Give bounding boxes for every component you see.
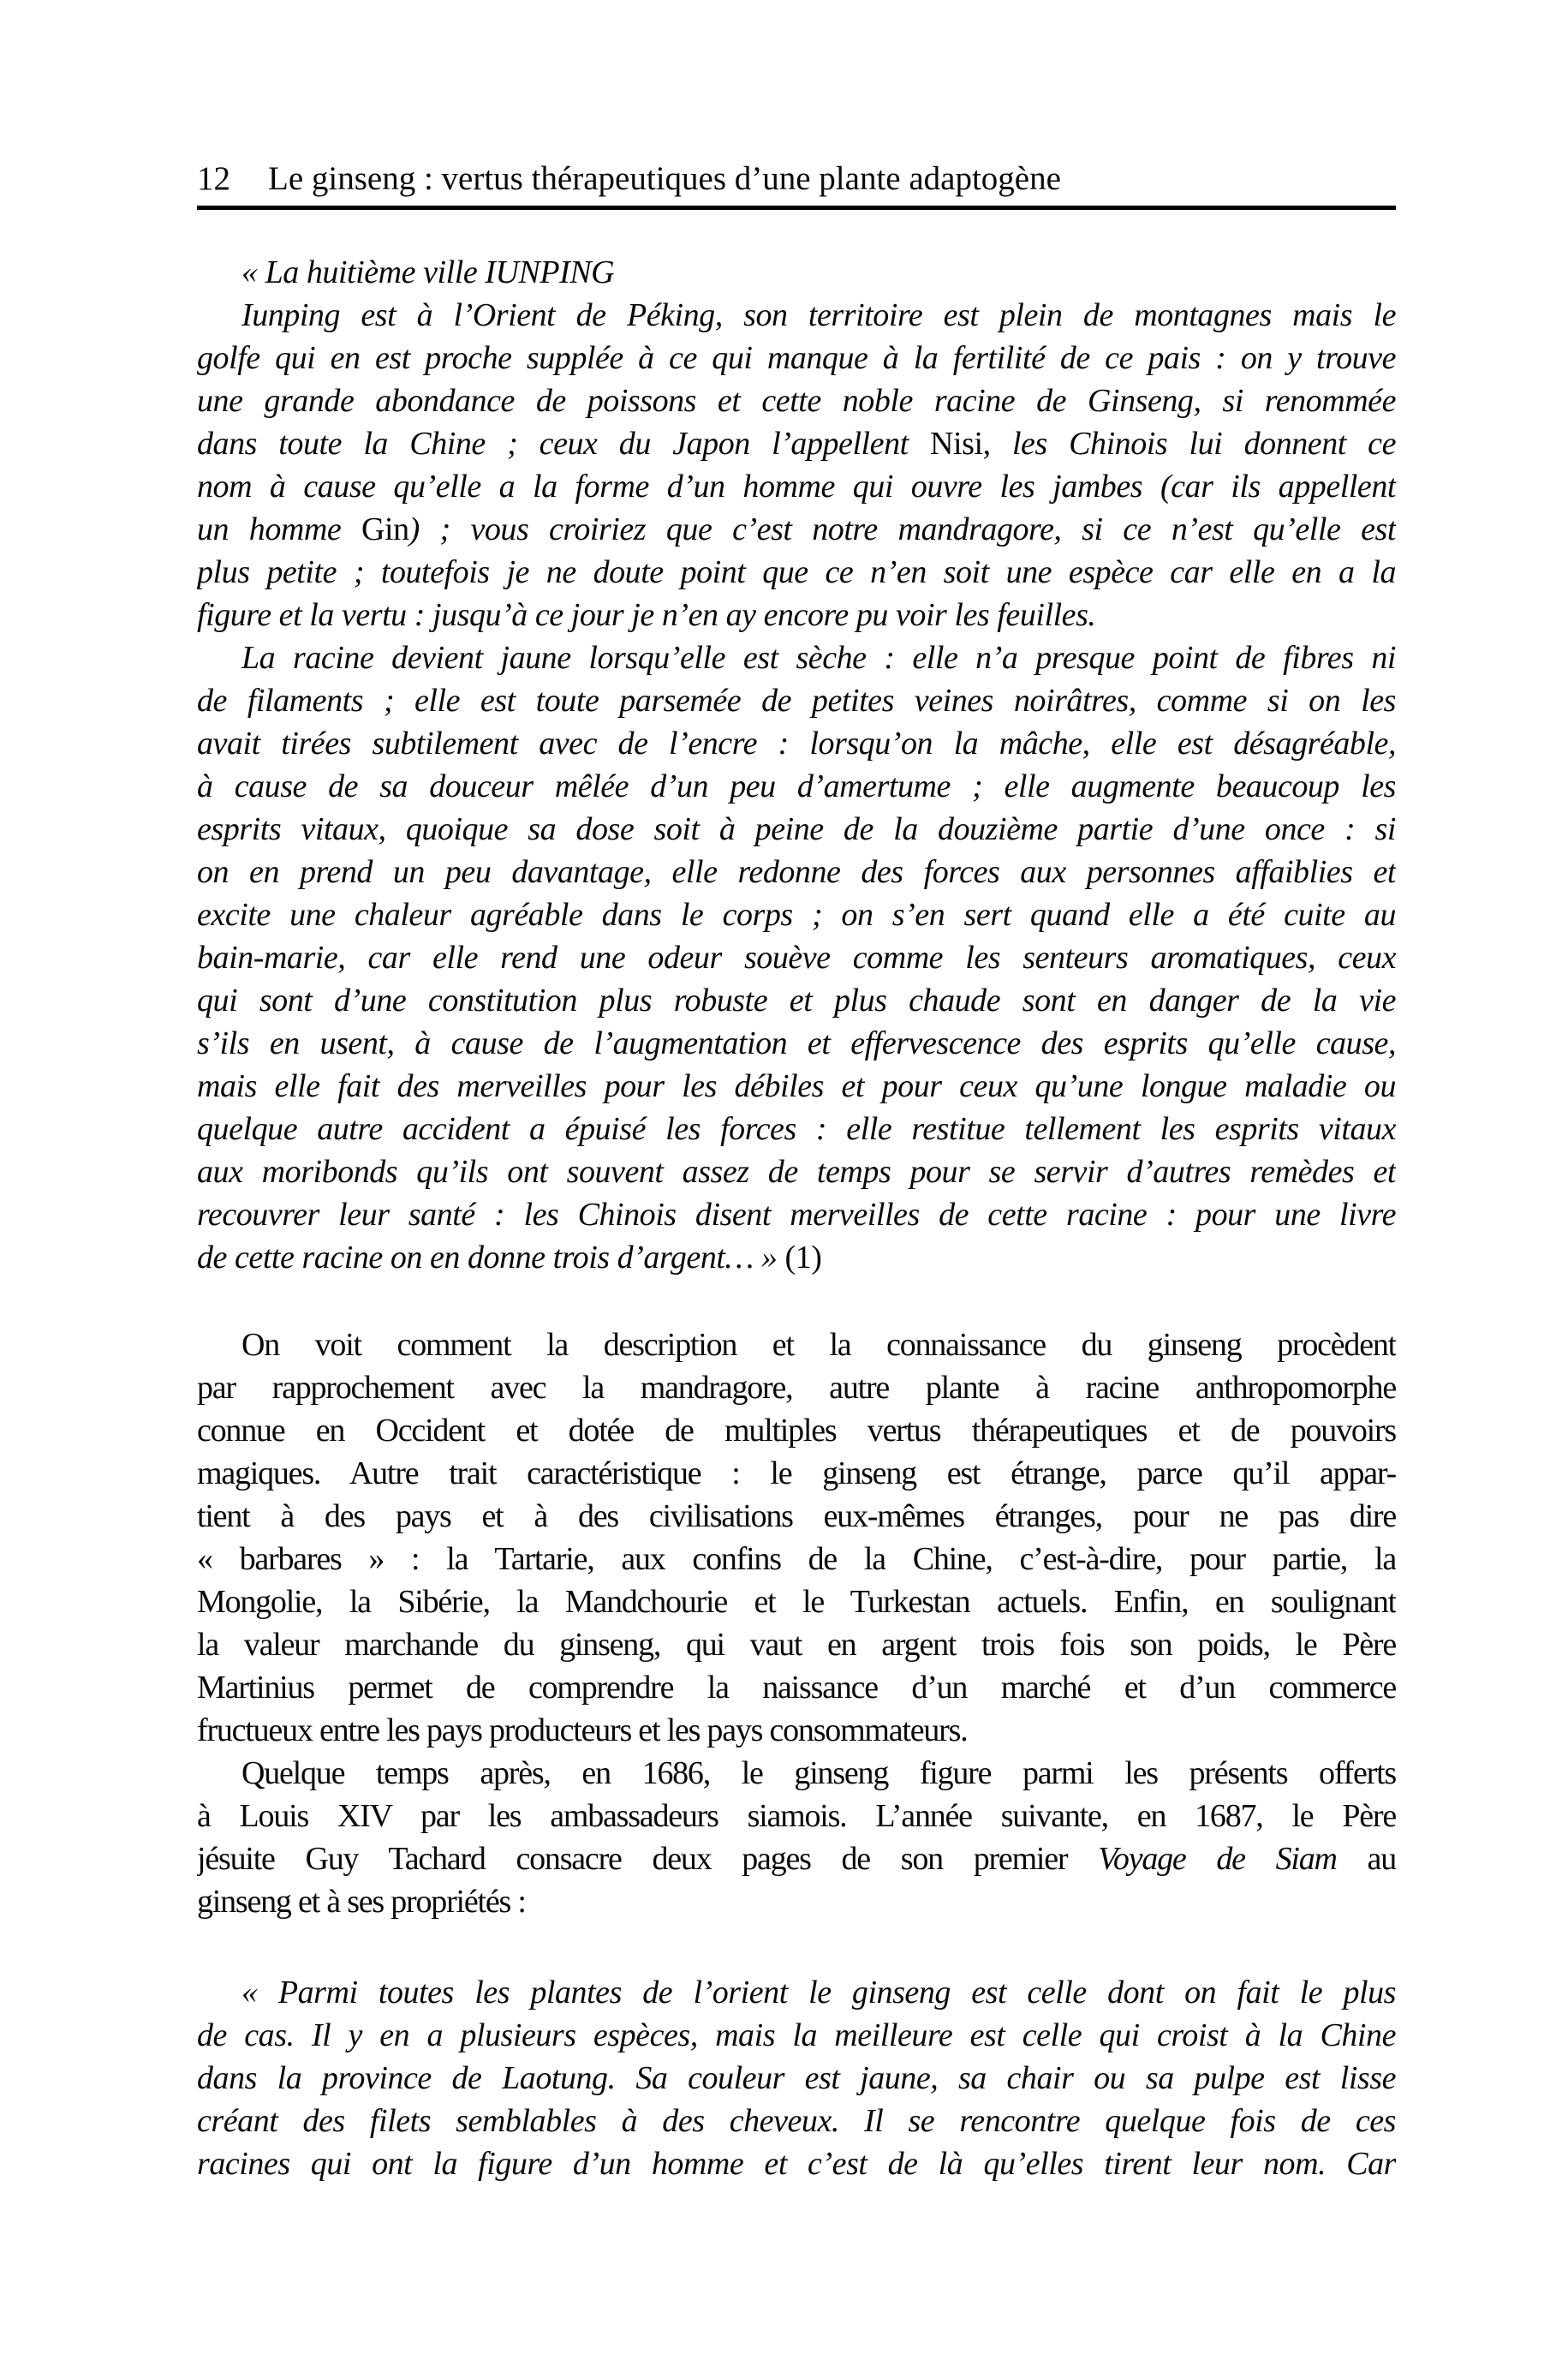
text-segment: Nisi, (930, 426, 991, 462)
text-line (197, 1709, 1396, 1752)
paragraph (197, 636, 1396, 1279)
text-segment: mais elle fait des merveilles pour les débiles et pour ceux qu’une longue maladie ou (197, 1068, 1396, 1104)
text-line (197, 636, 1396, 679)
text-segment: au (1336, 1841, 1396, 1877)
text-line (197, 2100, 1396, 2142)
text-line (197, 1323, 1396, 1366)
text-line (197, 979, 1396, 1022)
text-segment: On voit comment la description et la connaissance du ginseng procèdent (241, 1327, 1396, 1363)
text-segment: golfe qui en est proche supplée à ce qui manque à la fertilité de ce pais : on y trouve (197, 340, 1396, 376)
text-line (197, 1971, 1396, 2014)
text-segment: s’ils en usent, à cause de l’augmentation et effervescence des esprits qu’elle cause, (197, 1025, 1396, 1061)
text-segment: de cas. Il y en a plusieurs espèces, mais la meilleure est celle qui croist à la Chine (197, 2017, 1396, 2053)
text-line (197, 1666, 1396, 1709)
text-segment: (1) (784, 1240, 822, 1276)
text-line (197, 893, 1396, 936)
paragraph (197, 1323, 1396, 1752)
text-line (197, 1495, 1396, 1538)
text-segment: avait tirées subtilement avec de l’encre : lorsqu’on la mâche, elle est désagréable, (197, 726, 1396, 762)
text-segment: par rapprochement avec la mandragore, autre plante à racine anthropomorphe (197, 1370, 1396, 1406)
text-line (197, 1795, 1396, 1837)
text-segment: excite une chaleur agréable dans le corps ; on s’en sert quand elle a été cuite au (197, 897, 1396, 933)
text-line (197, 1538, 1396, 1580)
commentary (197, 1323, 1396, 1923)
text-block (197, 159, 1396, 2185)
text-line (197, 936, 1396, 979)
text-segment: Gin (361, 511, 409, 547)
text-line (197, 2014, 1396, 2057)
quote-martinius (197, 251, 1396, 1279)
text-line (197, 551, 1396, 594)
text-segment: tient à des pays et à des civilisations eux-mêmes étranges, pour ne pas dire (197, 1498, 1396, 1534)
text-line (197, 1623, 1396, 1666)
text-line (197, 465, 1396, 508)
text-line (197, 379, 1396, 422)
text-segment: une grande abondance de poissons et cette noble racine de Ginseng, si renommée (197, 383, 1396, 419)
text-segment: de filaments ; elle est toute parsemée de petites veines noirâtres, comme si on les (197, 683, 1396, 719)
text-line (197, 722, 1396, 765)
text-segment: bain-marie, car elle rend une odeur souève comme les senteurs aromatiques, ceux (197, 940, 1396, 976)
text-line (197, 679, 1396, 722)
text-line (197, 337, 1396, 379)
text-segment: nom à cause qu’elle a la forme d’un homme qui ouvre les jambes (car ils appellent (197, 469, 1396, 505)
paragraph (197, 294, 1396, 636)
text-line (197, 765, 1396, 808)
text-segment: connue en Occident et dotée de multiples vertus thérapeutiques et de pouvoirs (197, 1413, 1396, 1449)
text-segment: « barbares » : la Tartarie, aux confins de la Chine, c’est-à-dire, pour partie, la (197, 1541, 1396, 1577)
text-blocks (197, 251, 1396, 2185)
text-segment: « La huitième ville IUNPING (241, 254, 615, 290)
text-line (197, 294, 1396, 337)
text-line (197, 1236, 1396, 1279)
text-segment: on en prend un peu davantage, elle redonne des forces aux personnes affaiblies et (197, 854, 1396, 890)
text-segment: Voyage de Siam (1098, 1841, 1337, 1877)
text-line (197, 1752, 1396, 1795)
text-line (197, 1837, 1396, 1880)
text-line (197, 808, 1396, 851)
text-segment: Mongolie, la Sibérie, la Mandchourie et le Turkestan actuels. Enfin, en soulignant (197, 1584, 1396, 1620)
text-line (197, 1022, 1396, 1065)
text-segment: à Louis XIV par les ambassadeurs siamois. L’année suivante, en 1687, le Père (197, 1798, 1396, 1834)
text-line (197, 1108, 1396, 1150)
text-line (197, 1366, 1396, 1409)
text-segment: Martinius permet de comprendre la naissance d’un marché et d’un commerce (197, 1670, 1396, 1706)
text-segment: magiques. Autre trait caractéristique : le ginseng est étrange, parce qu’il appar- (197, 1455, 1396, 1491)
text-line (197, 251, 1396, 294)
text-line (197, 2142, 1396, 2185)
text-segment: aux moribonds qu’ils ont souvent assez de temps pour se servir d’autres remèdes et (197, 1154, 1396, 1190)
header-rule (197, 206, 1396, 210)
text-segment: La racine devient jaune lorsqu’elle est sèche : elle n’a presque point de fibres ni (241, 640, 1396, 676)
text-segment: figure et la vertu : jusqu’à ce jour je n’en ay encore pu voir les feuilles. (197, 597, 1096, 633)
text-line (197, 1150, 1396, 1193)
text-segment: esprits vitaux, quoique sa dose soit à peine de la douzième partie d’une once : si (197, 811, 1396, 847)
text-segment: racines qui ont la figure d’un homme et c’est de là qu’elles tirent leur nom. Car (197, 2146, 1396, 2182)
text-segment: un homme (197, 511, 361, 547)
text-line (197, 422, 1396, 465)
text-line (197, 1409, 1396, 1452)
text-segment: « Parmi toutes les plantes de l’orient le ginseng est celle dont on fait le plus (241, 1975, 1396, 2011)
page-header (197, 159, 1396, 199)
text-segment: ginseng et à ses propriétés : (197, 1884, 526, 1920)
text-line (197, 1452, 1396, 1495)
text-line (197, 2057, 1396, 2100)
page-number: 12 (197, 160, 230, 197)
text-segment: recouvrer leur santé : les Chinois disent merveilles de cette racine : pour une livre (197, 1197, 1396, 1233)
text-segment: créant des filets semblables à des cheveux. Il se rencontre quelque fois de ces (197, 2103, 1396, 2139)
text-segment: Iunping est à l’Orient de Péking, son territoire est plein de montagnes mais le (241, 297, 1396, 333)
text-segment: Quelque temps après, en 1686, le ginseng figure parmi les présents offerts (241, 1755, 1396, 1791)
text-line (197, 594, 1396, 636)
text-segment: de cette racine on en donne trois d’argent… » (197, 1240, 785, 1276)
running-title: Le ginseng : vertus thérapeutiques d’une plante adaptogène (268, 160, 1061, 197)
text-segment: ) ; vous croiriez que c’est notre mandragore, si ce n’est qu’elle est (408, 511, 1396, 547)
quote-tachard (197, 1971, 1396, 2185)
text-line (197, 851, 1396, 893)
text-line (197, 1065, 1396, 1108)
text-segment: jésuite Guy Tachard consacre deux pages de son premier (197, 1841, 1099, 1877)
text-segment: quelque autre accident a épuisé les forces : elle restitue tellement les esprits vitaux (197, 1111, 1396, 1147)
text-segment: dans toute la Chine ; ceux du Japon l’appellent (197, 426, 931, 462)
text-segment: qui sont d’une constitution plus robuste et plus chaude sont en danger de la vie (197, 983, 1396, 1019)
text-line (197, 1580, 1396, 1623)
text-line (197, 508, 1396, 551)
paragraph (197, 1971, 1396, 2185)
text-segment: dans la province de Laotung. Sa couleur est jaune, sa chair ou sa pulpe est lisse (197, 2060, 1396, 2096)
text-segment: plus petite ; toutefois je ne doute point que ce n’en soit une espèce car elle en a la (197, 554, 1396, 590)
paragraph (197, 1752, 1396, 1923)
paragraph (197, 251, 1396, 294)
text-segment: les Chinois lui donnent ce (990, 426, 1396, 462)
text-line (197, 1880, 1396, 1923)
text-segment: fructueux entre les pays producteurs et les pays consommateurs. (197, 1712, 968, 1748)
text-segment: la valeur marchande du ginseng, qui vaut en argent trois fois son poids, le Père (197, 1627, 1396, 1663)
text-line (197, 1193, 1396, 1236)
text-segment: à cause de sa douceur mêlée d’un peu d’amertume ; elle augmente beaucoup les (197, 768, 1396, 804)
